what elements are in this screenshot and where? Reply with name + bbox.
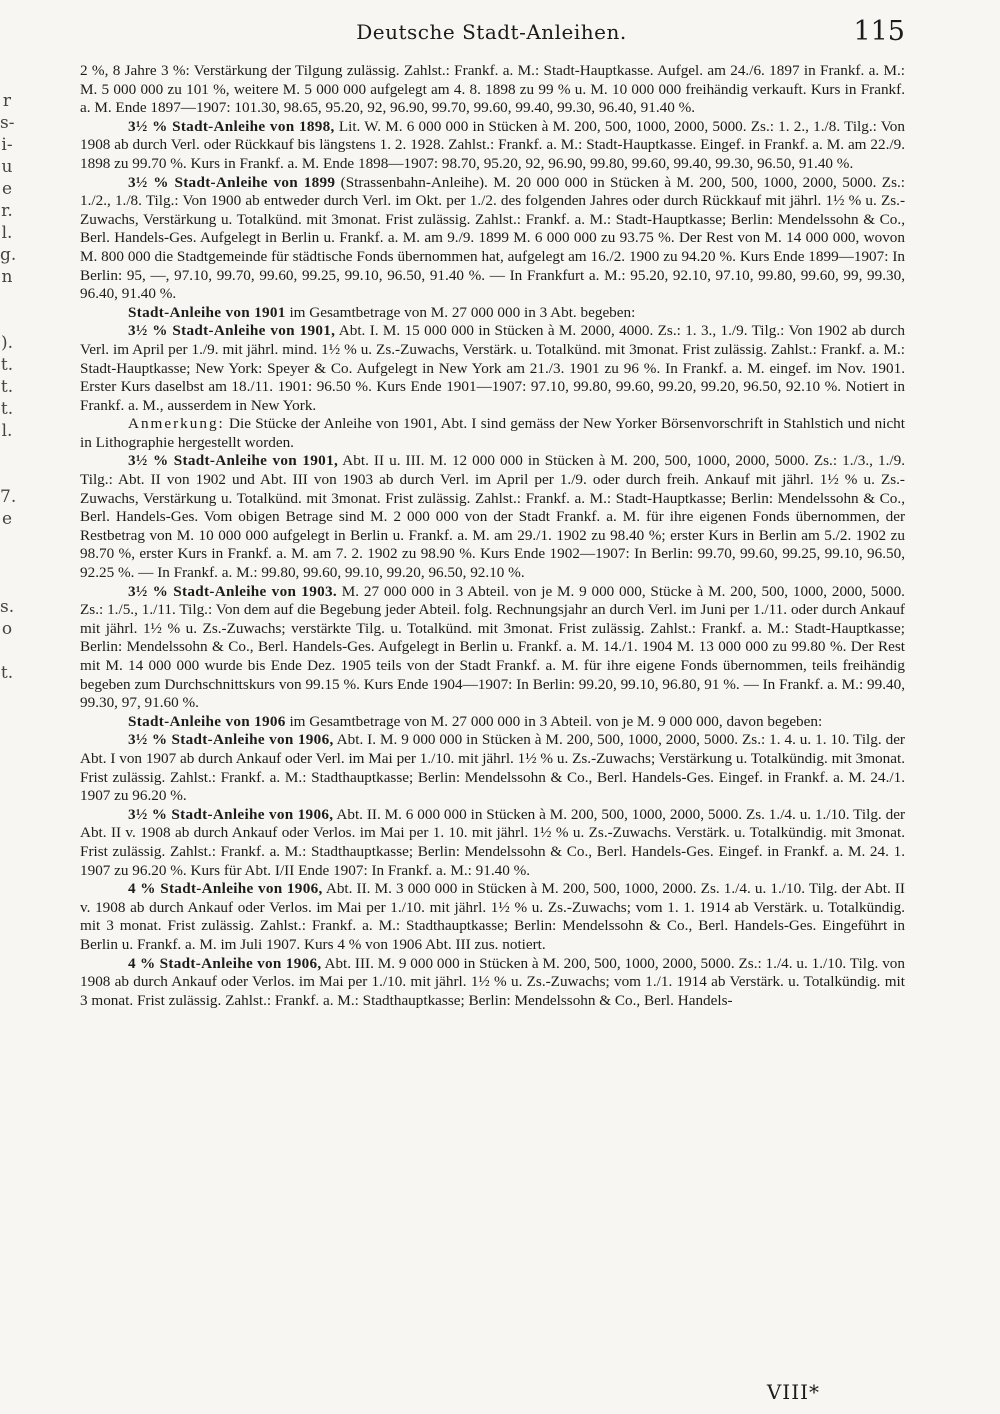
margin-fragment [0, 816, 14, 838]
paragraph [80, 713, 905, 732]
margin-fragment: e [1, 179, 13, 199]
margin-fragment: l. [1, 421, 13, 441]
margin-fragment: r. [1, 201, 13, 221]
signature-mark: VIII* [766, 1380, 820, 1404]
margin-fragment [0, 1102, 14, 1124]
paragraph [80, 118, 905, 174]
margin-fragment [0, 1344, 14, 1366]
margin-fragment: t. [0, 377, 14, 397]
paragraph-heading: 3½ % Stadt-Anleihe von 1899 [128, 173, 336, 191]
note-label: Anmerkung: [128, 415, 225, 433]
margin-fragment [0, 948, 14, 970]
margin-fragment [0, 794, 14, 816]
margin-fragment [0, 1146, 14, 1168]
paragraph-text: Abt. I. M. 9 000 000 in Stücken à M. 200, 500, 1000, 2000, 5000. Zs.: 1. 4. u. 1. 10. Tilg. der Abt. I von 1907 ab durch Ankauf oder Verl. im Mai per 1./10. mit jährl. 1½ % u. Zs.-Zuwachs; Verstärkung u. Totalkündig. mit 3monat. Frist zulässig. Zahlst.: Frankf. a. M.: Stadthauptkasse; Berlin: Mendelssohn & Co., Berl. Handels-Ges. Eingef. in Frankf. a. M. 24./1. 1907 zu 96.20 %. [80, 731, 905, 805]
margin-fragment: t. [0, 663, 14, 683]
margin-fragment [0, 530, 14, 552]
margin-fragment [0, 970, 14, 992]
margin-fragment [0, 860, 14, 882]
margin-fragment [0, 1234, 14, 1256]
margin-fragment [0, 728, 14, 750]
paragraph-heading: 4 % Stadt-Anleihe von 1906, [128, 880, 323, 898]
margin-fragment [0, 1278, 14, 1300]
paragraph-heading: 3½ % Stadt-Anleihe von 1906, [128, 805, 334, 823]
paragraph-text: 2 %, 8 Jahre 3 %: Verstärkung der Tilgung zulässig. Zahlst.: Frankf. a. M.: Stadt-Hauptkasse. Aufgel. am 24./6. 1897 in Frankf. a. M.: M. 5 000 000 zu 101 %, weitere M. 5 000 000 aufgelegt am 4. 8. 1898 zu 99 % u. M. 10 000 000 freihändig verkauft. Kurs in Frankf. a. M. Ende 1897—1907: 101.30, 98.65, 95.20, 92, 96.90, 99.70, 99.60, 99.40, 99.30, 96.40, 91.40 %. [80, 62, 905, 117]
margin-fragment [0, 1300, 14, 1322]
paragraph-text: Lit. W. M. 6 000 000 in Stücken à M. 200, 500, 1000, 2000, 5000. Zs.: 1. 2., 1./8. Tilg.: Von 1908 ab durch Verl. oder Rückkauf bis längstens 1. 2. 1928. Zahlst.: Frankf. a. M.: Stadt-Hauptkasse. Eingef. in Frankf. a. M. am 22./9. 1898 zu 99.70 %. Kurs in Frankf. a. M. Ende 1898—1907: 98.70, 95.20, 92, 96.90, 99.80, 99.60, 99.40, 99.30, 96.50, 91.40 %. [80, 117, 905, 172]
margin-fragment: u [1, 157, 13, 177]
paragraph-text: im Gesamtbetrage von M. 27 000 000 in 3 Abteil. von je M. 9 000 000, davon begeben: [285, 712, 823, 730]
margin-fragment [0, 882, 14, 904]
paragraph-text: Abt. II. M. 6 000 000 in Stücken à M. 200, 500, 1000, 2000, 5000. Zs. 1./4. u. 1./10. Tilg. der Abt. II v. 1908 ab durch Ankauf oder Verlos. im Mai per 1. 10. mit jährl. 1½ % u. Zs.-Zuwachs. Verstärk. u. Totalkündig. mit 3monat. Frist zulässig. Zahlst.: Frankf. a. M.: Stadthauptkasse; Berlin: Mendelssohn & Co., Berl. Handels-Ges. Eingef. in Frankf. a. M. 24. 1. 1907 zu 96.20 %. Kurs für Abt. I/II Ende 1907: In Frankf. a. M.: 91.40 %. [80, 805, 905, 879]
paragraph-heading: Stadt-Anleihe von 1906 [128, 712, 286, 730]
margin-fragment: t. [0, 399, 14, 419]
paragraph-heading: 3½ % Stadt-Anleihe von 1901, [128, 322, 336, 340]
margin-fragment: n [1, 267, 13, 287]
paragraph-text: Abt. II. M. 3 000 000 in Stücken à M. 200, 500, 1000, 2000. Zs. 1./4. u. 1./10. Tilg. der Abt. II v. 1908 ab durch Ankauf oder Verlos. im Mai per 1./10. mit jährl. 1½ % u. Zs.-Zuwachs; vom 1. 1. 1914 ab Verstärk. u. Totalkündig. mit 3 monat. Frist zulässig. Zahlst.: Frankf. a. M.: Stadthauptkasse; Berlin: Mendelssohn & Co., Berl. Handels-Ges. Eingeführt in Berlin u. Frankf. a. M. im Juli 1907. Kurs 4 % von 1906 Abt. III zus. notiert. [80, 880, 905, 953]
paragraph-text: Abt. III. M. 9 000 000 in Stücken à M. 200, 500, 1000, 2000, 5000. Zs.: 1./4. u. 1./10. Tilg. von 1908 ab durch Ankauf oder Verlos. im Mai per 1./10. mit jährl. 1½ % u. Zs.-Zuwachs; vom 1./1. 1914 ab Verstärk. u. Totalkündig. mit 3 monat. Frist zulässig. Zahlst.: Frankf. a. M.: Stadthauptkasse; Berlin: Mendelssohn & Co., Berl. Handels- [80, 954, 905, 1009]
paragraph [80, 731, 905, 805]
paragraph [80, 806, 905, 880]
paragraph-text: Abt. II u. III. M. 12 000 000 in Stücken à M. 200, 500, 1000, 2000, 5000. Zs.: 1./3., 1./9. Tilg.: Abt. II von 1902 und Abt. III von 1903 ab durch Verl. im April per 1./9. oder durch freih. Ankauf mit jährl. 1½ % u. Zs.-Zuwachs, Verstärkung u. Totalkünd. mit 3monat. Frist zulässig. Zahlst.: Frankf. a. M.: Stadt-Hauptkasse; Berlin: Mendelssohn & Co., Berl. Handels-Ges. Vom obigen Betrage sind M. 2 000 000 von der Stadt Frankf. a. M. für ihre eigenen Fonds übernommen, der Restbetrag von M. 10 000 000 aufgelegt in Berlin u. Frankf. a. M. am 29./1. 1902 zu 98.40 %; erster Kurs in Berlin am 5./2. 1902 zu 98.70 %, erster Kurs in Frankf. a. M. am 7. 2. 1902 zu 98.90 %. Kurs Ende 1902—1907: In Berlin: 99.70, 99.60, 99.25, 99.10, 96.50, 92.25 %. — In Frankf. a. M.: 99.80, 99.60, 99.10, 99.20, 96.50, 92.10 %. [80, 452, 905, 582]
margin-fragment [0, 1036, 14, 1058]
margin-fragment [0, 1366, 14, 1388]
facing-page-margin-text [0, 90, 17, 1410]
margin-fragment: i- [1, 135, 13, 155]
margin-fragment [0, 992, 14, 1014]
margin-fragment [0, 640, 14, 662]
margin-fragment: e [1, 509, 13, 529]
paragraph-text: (Strassenbahn-Anleihe). M. 20 000 000 in Stücken à M. 200, 500, 1000, 2000, 5000. Zs.: 1./2., 1./8. Tilg.: Von 1900 ab entweder durch Verl. im Okt. per 1./2. des folgenden Jahres oder durch Rückkauf mit jährl. 1½ % u. Zs.-Zuwachs, Verstärkung u. Totalkünd. mit 3monat. Frist zulässig. Zahlst.: Frankf. a. M.: Stadt-Hauptkasse; Berlin: Mendelssohn & Co., Berl. Handels-Ges. Aufgelegt in Berlin u. Frankf. a. M. am 9./9. 1899 M. 6 000 000 zu 93.75 %. Der Rest von M. 14 000 000, wovon M. 800 000 die Stadtgemeinde für städtische Fonds übernommen hat, aufgelegt am 16./2. 1900 zu 94.20 %. Kurs Ende 1899—1907: In Berlin: 95, —, 97.10, 99.70, 99.60, 99.25, 99.10, 96.50, 91.40 %. — In Frankfurt a. M.: 95.20, 92.10, 97.10, 99.80, 99.60, 99, 99.30, 96.40, 91.40 %. [80, 173, 905, 303]
margin-fragment: s- [0, 113, 15, 133]
margin-fragment [0, 1212, 14, 1234]
paragraph-text: M. 27 000 000 in 3 Abteil. von je M. 9 000 000, Stücke à M. 200, 500, 1000, 2000, 5000. Zs.: 1./5., 1./11. Tilg.: Von dem auf die Begebung jeder Abteil. folg. Rechnungsjahr an durch Verl. im Juni per 1./11. oder durch Ankauf mit jährl. 1½ % u. Zs.-Zuwachs; verstärkte Tilg. u. Totalkünd. mit 3monat. Frist zulässig. Zahlst.: Frankf. a. M.: Stadt-Hauptkasse; Berlin: Mendelssohn & Co., Berl. Handels-Ges. Aufgelegt in Berlin u. Frankf. a. M. 14./1. 1904 M. 13 000 000 zu 99.80 %. Der Rest mit M. 14 000 000 wurde bis Ende Dez. 1905 teils von der Stadt Frankf. a. M. für ihre eigene Fonds übernommen, teils freihändig begeben zum Durchschnittskurs von 99.15 %. Kurs Ende 1904—1907: In Berlin: 99.20, 99.10, 96.80, 91 %. — In Frankf. a. M.: 99.40, 99.30, 97, 91.60 %. [80, 582, 905, 712]
margin-fragment [0, 310, 14, 332]
paragraph [80, 304, 905, 323]
paragraph [80, 583, 905, 713]
margin-fragment [0, 1124, 14, 1146]
margin-fragment: s. [0, 597, 15, 617]
margin-fragment [0, 1168, 14, 1190]
paragraph-heading: 3½ % Stadt-Anleihe von 1903. [128, 582, 337, 600]
margin-fragment: t. [0, 355, 14, 375]
paragraph [80, 415, 905, 452]
paragraph [80, 62, 905, 118]
page-number: 115 [853, 16, 905, 47]
paragraph-heading: 4 % Stadt-Anleihe von 1906, [128, 954, 322, 972]
paragraph-text: im Gesamtbetrage von M. 27 000 000 in 3 Abt. begeben: [285, 303, 636, 321]
margin-fragment [0, 1388, 14, 1410]
margin-fragment [0, 464, 14, 486]
margin-fragment [0, 1014, 14, 1036]
paragraph [80, 174, 905, 304]
margin-fragment [0, 288, 14, 310]
paragraph [80, 880, 905, 954]
running-title: Deutsche Stadt-Anleihen. [356, 20, 627, 44]
margin-fragment [0, 574, 14, 596]
margin-fragment: ). [0, 333, 14, 353]
page-header [78, 16, 905, 50]
paragraph-heading: 3½ % Stadt-Anleihe von 1898, [128, 117, 335, 135]
margin-fragment [0, 838, 14, 860]
margin-fragment [0, 684, 14, 706]
margin-fragment [0, 1256, 14, 1278]
document-body [80, 62, 905, 1010]
paragraph [80, 452, 905, 582]
margin-fragment: o [1, 619, 13, 639]
margin-fragment [0, 442, 14, 464]
paragraph [80, 322, 905, 415]
margin-fragment [0, 772, 14, 794]
paragraph-heading: 3½ % Stadt-Anleihe von 1901, [128, 452, 339, 470]
margin-fragment [0, 1080, 14, 1102]
paragraph-heading: Stadt-Anleihe von 1901 [128, 303, 286, 321]
margin-fragment: l. [1, 223, 13, 243]
margin-fragment [0, 1190, 14, 1212]
margin-fragment [0, 706, 14, 728]
margin-fragment [0, 552, 14, 574]
paragraph-heading: 3½ % Stadt-Anleihe von 1906, [128, 731, 334, 749]
margin-fragment [0, 750, 14, 772]
paragraph-text: Die Stücke der Anleihe von 1901, Abt. I sind gemäss der New Yorker Börsenvorschrift in Stahlstich und nicht in Lithographie hergestellt worden. [80, 415, 905, 451]
margin-fragment [0, 904, 14, 926]
margin-fragment [0, 1322, 14, 1344]
margin-fragment: g. [0, 245, 17, 265]
margin-fragment: r [2, 91, 12, 111]
paragraph-text: Abt. I. M. 15 000 000 in Stücken à M. 2000, 4000. Zs.: 1. 3., 1./9. Tilg.: Von 1902 ab durch Verl. im April per 1./9. mit jährl. mind. 1½ % u. Zs.-Zuwachs, Verstärk. u. Totalkünd. mit 3monat. Frist zulässig. Zahlst.: Frankf. a. M.: Stadt-Hauptkasse; New York: Speyer & Co. Aufgelegt in New York am 21./3. 1901 zu 96 %. In Frankf. a. M. eingef. im Nov. 1901. Erster Kurs daselbst am 18./11. 1901: 96.50 %. Kurs Ende 1901—1907: 97.10, 99.80, 99.60, 99.20, 99.20, 96.50, 92.10 %. Notiert in Frankf. a. M., ausserdem in New York. [80, 322, 905, 414]
paragraph [80, 955, 905, 1011]
margin-fragment [0, 926, 14, 948]
margin-fragment: 7. [0, 487, 17, 507]
margin-fragment [0, 1058, 14, 1080]
